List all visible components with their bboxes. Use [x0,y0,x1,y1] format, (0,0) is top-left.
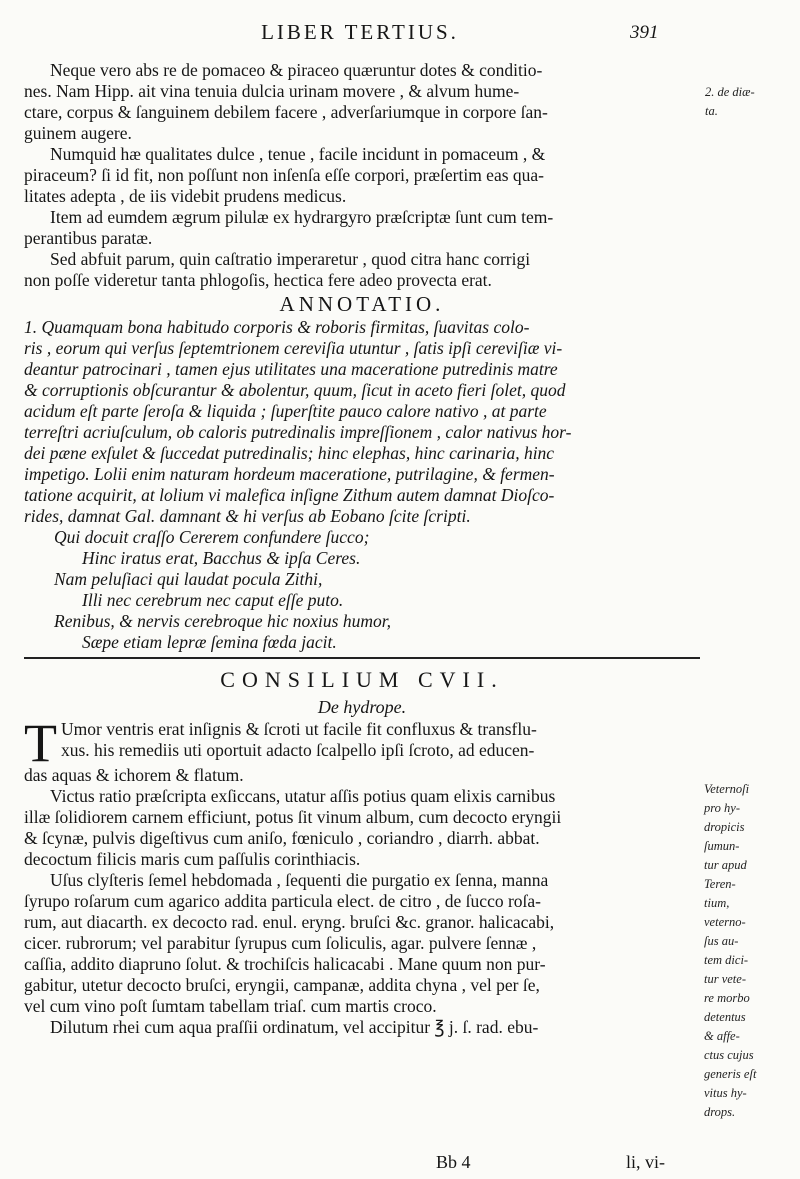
section-divider [24,657,700,659]
text-line: non poſſe videretur tanta phlogoſis, hectica fere adeo provecta erat. [24,270,492,290]
text-line: & corruptionis obſcurantur & abolentur, quum, ſicut in aceto fieri ſolet, quod [24,380,566,400]
margin-line: ſumun- [704,839,740,853]
verse-line: Illi nec cerebrum nec caput eſſe puto. [82,590,344,610]
page-number: 391 [630,22,659,43]
text-line: decoctum filicis maris cum paſſulis corinthiacis. [24,849,361,869]
text-line: guinem augere. [24,123,132,143]
verse-line: Renibus, & nervis cerebroque hic noxius humor, [54,611,391,631]
verse-line: Hinc iratus erat, Bacchus & ipſa Ceres. [82,548,361,568]
section-one [24,60,700,291]
annotatio-body [24,317,700,653]
text-line: Sed abfuit parum, quin caſtratio imperaretur , quod citra hanc corrigi [50,249,531,269]
margin-line: pro hy- [704,801,740,815]
text-line: caſſia, addito diapruno ſolut. & trochiſcis halicacabi . Mane quum non pur- [24,954,546,974]
text-line: terreſtri acriuſculum, ob caloris putredinalis impreſſionem , calor nativus hor- [24,422,572,442]
text-line: deantur patrocinari , tamen ejus utilitates una maceratione putredinis matre [24,359,558,379]
margin-line: ſus au- [704,934,739,948]
verse-line: Sæpe etiam lepræ ſemina fœda jacit. [82,632,337,652]
text-line: impetigo. Lolii enim naturam hordeum maceratione, putrilagine, & fermen- [24,464,555,484]
margin-line: Teren- [704,877,736,891]
margin-line: ctus cujus [704,1048,754,1062]
verse-line: Qui docuit craſſo Cererem confundere ſucco; [54,527,370,547]
text-line: & ſcynæ, pulvis digeſtivus cum aniſo, fœniculo , coriandro , diarrh. abbat. [24,828,540,848]
text-line: ſyrupo roſarum cum agarico addita particula elect. de citro , de ſucco roſa- [24,891,541,911]
running-head: LIBER TERTIUS. [261,20,459,44]
text-line: Victus ratio præſcripta exſiccans, utatur aſſis potius quam elixis carnibus [50,786,556,806]
text-line: perantibus paratæ. [24,228,153,248]
margin-line: generis eſt [704,1067,757,1081]
text-line: das aquas & ichorem & flatum. [24,765,244,785]
consilium-body [24,713,700,1038]
annotatio-heading: ANNOTATIO. [279,292,445,316]
margin-line: dropicis [704,820,745,834]
margin-line: Veternoſi [704,782,750,796]
margin-line: tium, [704,896,730,910]
text-line: Numquid hæ qualitates dulce , tenue , facile incidunt in pomaceum , & [50,144,546,164]
text-line: ctare, corpus & ſanguinem debilem facere , adverſariumque in corpore ſan- [24,102,548,122]
margin-line: ta. [705,104,718,118]
margin-line: veterno- [704,915,746,929]
main-text [24,60,700,1038]
text-line: 1. Quamquam bona habitudo corporis & roboris firmitas, ſuavitas colo- [24,317,530,337]
verse-line: Nam peluſiaci qui laudat pocula Zithi, [54,569,323,589]
margin-line: 2. de diæ- [705,85,755,99]
text-line: piraceum? ſi id fit, non poſſunt non inſenſa eſſe corpori, præſertim eas qua- [24,165,544,185]
margin-line: & affe- [704,1029,740,1043]
text-line: xus. his remediis uti oportuit adacto ſcalpello ipſi ſcroto, ad educen- [61,740,535,760]
text-line: gabitur, utetur decocto bruſci, eryngii, campanæ, addita chyna , vel per ſe, [24,975,540,995]
text-line: Dilutum rhei cum aqua praſſii ordinatum, vel accipitur ℥ j. ſ. rad. ebu- [50,1017,539,1037]
margin-note-top [705,83,795,121]
text-line: rum, aut diacarth. ex decocto rad. enul. eryng. bruſci &c. granor. halicacabi, [24,912,555,932]
margin-line: vitus hy- [704,1086,747,1100]
text-line: nes. Nam Hipp. ait vina tenuia dulcia urinam movere , & alvum hume- [24,81,520,101]
margin-note-bottom [704,780,799,1122]
margin-line: drops. [704,1105,736,1119]
margin-line: tem dici- [704,953,749,967]
margin-line: tur vete- [704,972,746,986]
text-line: tatione acquirit, at lolium vi malefica inſigne Zithum autem damnat Dioſco- [24,485,555,505]
consilium-heading: CONSILIUM CVII. [220,667,504,692]
text-line: rides, damnat Gal. damnant & hi verſus ab Eobano ſcite ſcripti. [24,506,471,526]
text-line: ris , eorum qui verſus ſeptemtrionem cereviſia utuntur , ſatis ipſi cereviſiæ vi- [24,338,563,358]
consilium-subtitle: De hydrope. [317,697,407,717]
drop-cap: T [24,713,57,773]
text-line: Umor ventris erat inſignis & ſcroti ut facile fit confluxus & transflu- [61,719,537,739]
margin-line: re morbo [704,991,750,1005]
text-line: acidum eſt parte ſeroſa & liquida ; ſuperſtite pauco calore nativo , at parte [24,401,547,421]
text-line: illæ ſolidiorem carnem efficiunt, potus ſit vinum album, cum decocto eryngii [24,807,562,827]
text-line: Neque vero abs re de pomaceo & piraceo quæruntur dotes & conditio- [50,60,543,80]
text-line: litates adepta , de iis videbit prudens medicus. [24,186,347,206]
text-line: cicer. rubrorum; vel parabitur ſyrupus cum ſoliculis, agar. pulvere ſennæ , [24,933,537,953]
text-line: Uſus clyſteris ſemel hebdomada , ſequenti die purgatio ex ſenna, manna [50,870,549,890]
margin-line: detentus [704,1010,746,1024]
margin-line: tur apud [704,858,747,872]
text-line: Item ad eumdem ægrum pilulæ ex hydrargyro præſcriptæ ſunt cum tem- [50,207,554,227]
catchword: li, vi- [626,1152,665,1172]
text-line: dei pæne exſulet & ſuccedat putredinalis; hinc elephas, hinc carinaria, hinc [24,443,555,463]
signature-mark: Bb 4 [436,1152,471,1172]
text-line: vel cum vino poſt ſumtam tabellam triaſ. cum martis croco. [24,996,437,1016]
